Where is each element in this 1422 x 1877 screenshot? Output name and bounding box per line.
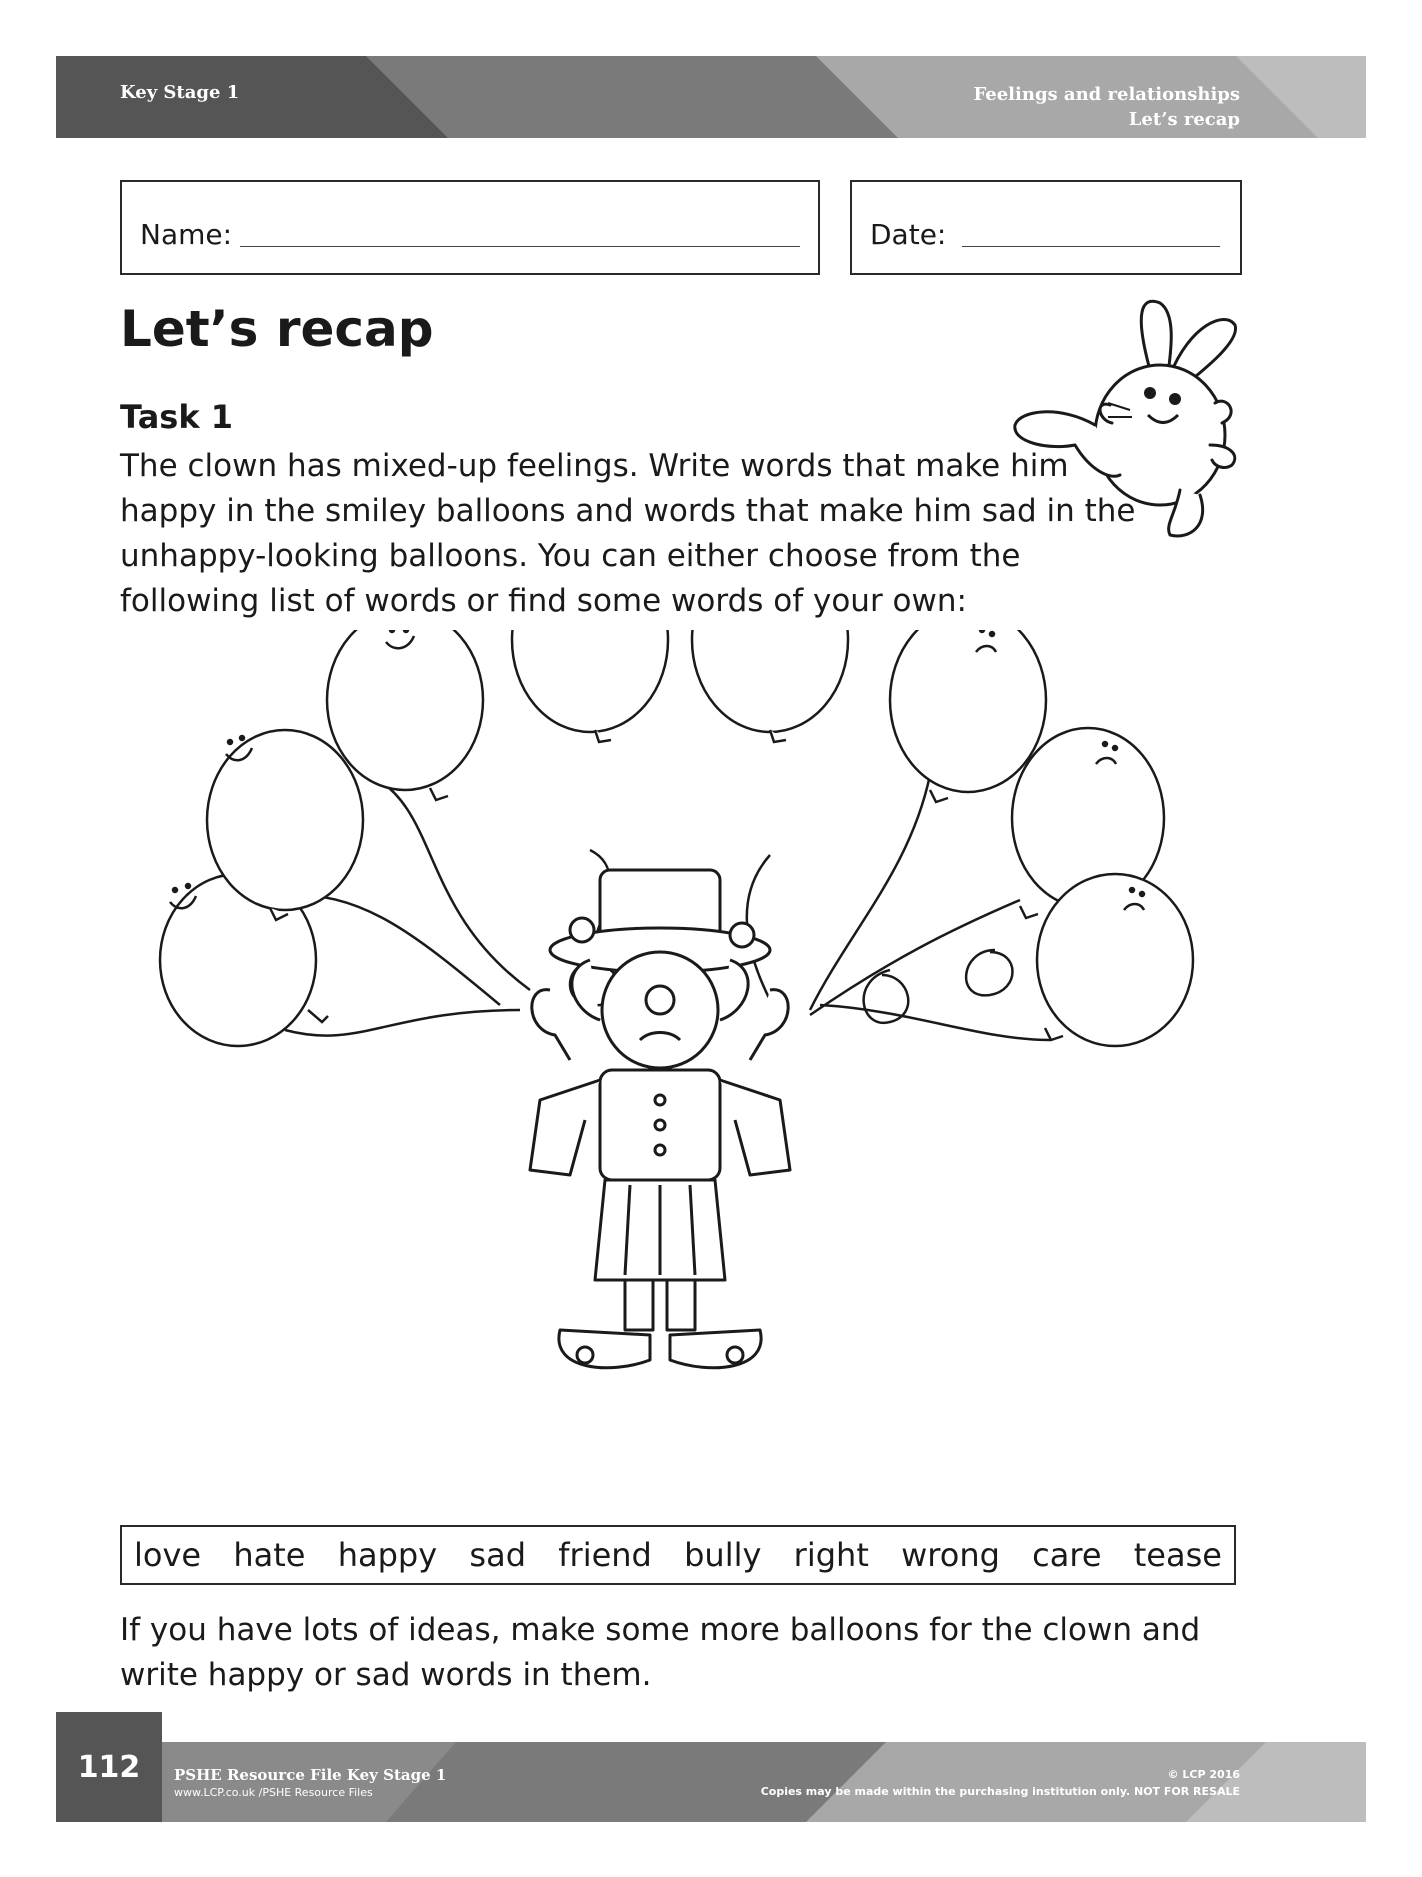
word-list-item: love xyxy=(134,1536,202,1574)
happy-balloon[interactable] xyxy=(512,630,668,742)
date-field[interactable] xyxy=(850,180,1242,275)
extension-text: If you have lots of ideas, make some more balloons for the clown and write happy or sad words in them. xyxy=(120,1612,1201,1693)
task-title: Task 1 xyxy=(120,398,234,436)
word-list-item: tease xyxy=(1133,1536,1222,1574)
header-key-stage: Key Stage 1 xyxy=(120,82,240,103)
footer-notice: Copies may be made within the purchasing institution only. NOT FOR RESALE xyxy=(760,1785,1240,1798)
task-instructions: The clown has mixed-up feelings. Write words that make him happy in the smiley balloons and words that make him sad in the unhappy-looking balloons. You can either choose from the following list of words or find some words of your own: xyxy=(120,448,1136,619)
clown-balloons-illustration xyxy=(130,630,1240,1510)
header-section xyxy=(973,82,1240,132)
header-section-title: Feelings and relationships xyxy=(973,84,1240,105)
word-list-item: bully xyxy=(684,1536,762,1574)
date-label: Date: xyxy=(870,218,947,251)
footer-copyright xyxy=(761,1766,1240,1800)
sad-balloon[interactable] xyxy=(692,630,848,742)
footer-url: www.LCP.co.uk /PSHE Resource Files xyxy=(174,1786,373,1799)
word-list-item: friend xyxy=(558,1536,652,1574)
page-number: 112 xyxy=(77,1749,141,1785)
date-line xyxy=(962,246,1220,247)
word-list-item: hate xyxy=(233,1536,306,1574)
header-subsection-title: Let’s recap xyxy=(1128,109,1240,130)
clown-figure xyxy=(530,870,790,1368)
word-list-item: happy xyxy=(337,1536,438,1574)
footer-book-title: PSHE Resource File Key Stage 1 xyxy=(174,1766,447,1784)
name-field[interactable] xyxy=(120,180,820,275)
word-list-item: wrong xyxy=(901,1536,1000,1574)
word-list-item: sad xyxy=(469,1536,527,1574)
word-list-box xyxy=(120,1525,1236,1585)
sad-balloon[interactable] xyxy=(1037,874,1193,1046)
sad-balloons xyxy=(692,630,1193,1046)
name-label: Name: xyxy=(140,218,233,251)
footer-copyright-line: © LCP 2016 xyxy=(1167,1768,1240,1781)
word-list-item: right xyxy=(793,1536,869,1574)
name-line xyxy=(240,246,800,247)
page-title: Let’s recap xyxy=(120,300,434,358)
word-list-item: care xyxy=(1032,1536,1102,1574)
